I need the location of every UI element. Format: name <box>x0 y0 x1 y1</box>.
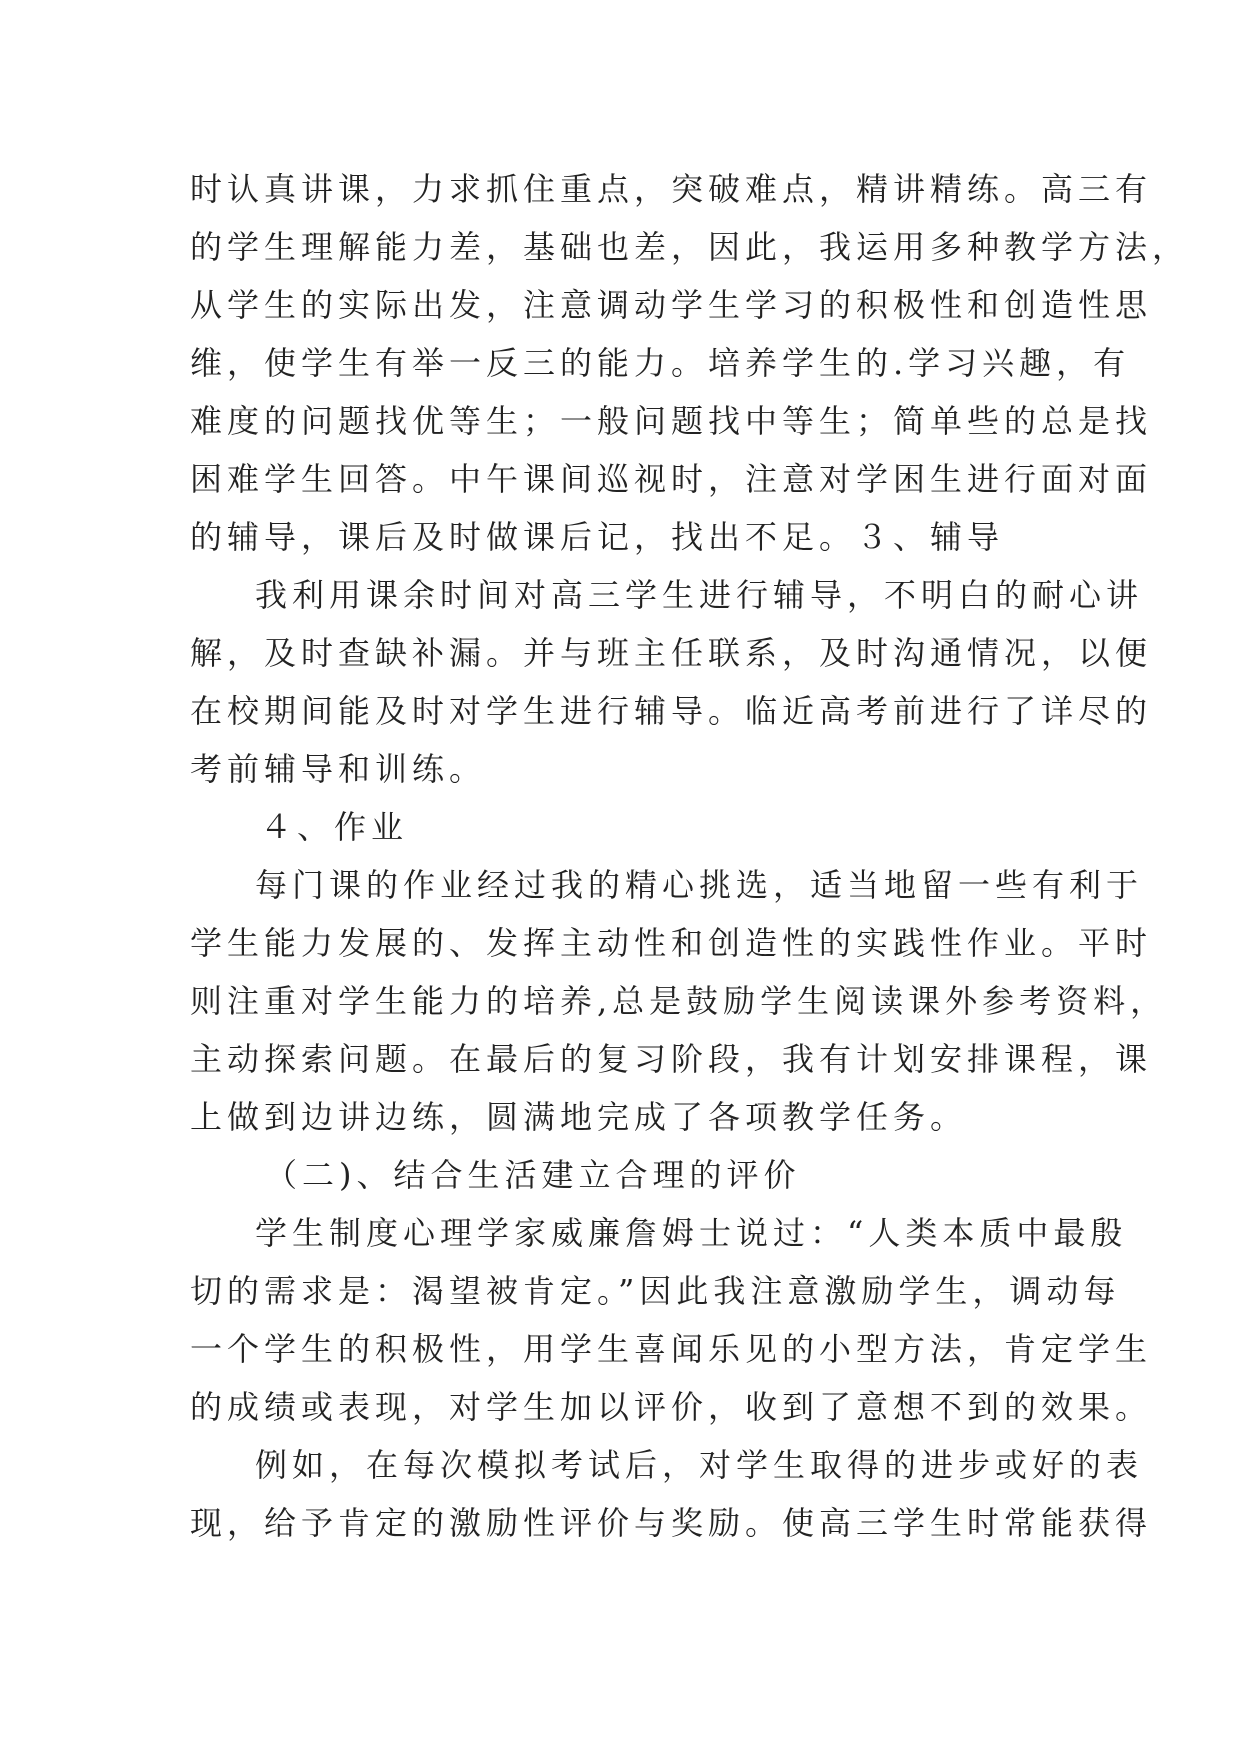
text-line: 从学生的实际出发，注意调动学生学习的积极性和创造性思 <box>190 286 1153 324</box>
text-line: 主动探索问题。在最后的复习阶段，我有计划安排课程，课 <box>190 1040 1153 1078</box>
text-line: 则注重对学生能力的培养,总是鼓励学生阅读课外参考资料， <box>190 982 1168 1020</box>
text-line: 的学生理解能力差，基础也差，因此，我运用多种教学方法， <box>190 228 1190 266</box>
text-line: 难度的问题找优等生；一般问题找中等生；简单些的总是找 <box>190 402 1153 440</box>
text-line: 时认真讲课，力求抓住重点，突破难点，精讲精练。高三有 <box>190 170 1153 208</box>
paragraph-first-line: 我利用课余时间对高三学生进行辅导，不明白的耐心讲 <box>255 576 1144 614</box>
text-line: 在校期间能及时对学生进行辅导。临近高考前进行了详尽的 <box>190 692 1153 730</box>
text-line: 的辅导，课后及时做课后记，找出不足。３、辅导 <box>190 518 1005 556</box>
text-line: 解，及时查缺补漏。并与班主任联系，及时沟通情况，以便 <box>190 634 1153 672</box>
text-line: 维，使学生有举一反三的能力。培养学生的.学习兴趣，有 <box>190 344 1131 382</box>
text-line: 一个学生的积极性，用学生喜闻乐见的小型方法，肯定学生 <box>190 1330 1153 1368</box>
paragraph-first-line: 每门课的作业经过我的精心挑选，适当地留一些有利于 <box>255 866 1144 904</box>
text-line: 学生能力发展的、发挥主动性和创造性的实践性作业。平时 <box>190 924 1153 962</box>
section-heading-homework: ４、作业 <box>260 808 409 846</box>
text-line: 切的需求是：渴望被肯定。”因此我注意激励学生，调动每 <box>190 1272 1121 1310</box>
text-line: 上做到边讲边练，圆满地完成了各项教学任务。 <box>190 1098 968 1136</box>
text-line: 困难学生回答。中午课间巡视时，注意对学困生进行面对面 <box>190 460 1153 498</box>
paragraph-first-line: 例如，在每次模拟考试后，对学生取得的进步或好的表 <box>255 1446 1144 1484</box>
paragraph-first-line: 学生制度心理学家威廉詹姆士说过：“人类本质中最殷 <box>255 1214 1128 1252</box>
text-line: 的成绩或表现，对学生加以评价，收到了意想不到的效果。 <box>190 1388 1153 1426</box>
text-line: 考前辅导和训练。 <box>190 750 487 788</box>
text-line: 现，给予肯定的激励性评价与奖励。使高三学生时常能获得 <box>190 1504 1153 1542</box>
section-heading-evaluation: （二)、结合生活建立合理的评价 <box>265 1156 801 1194</box>
